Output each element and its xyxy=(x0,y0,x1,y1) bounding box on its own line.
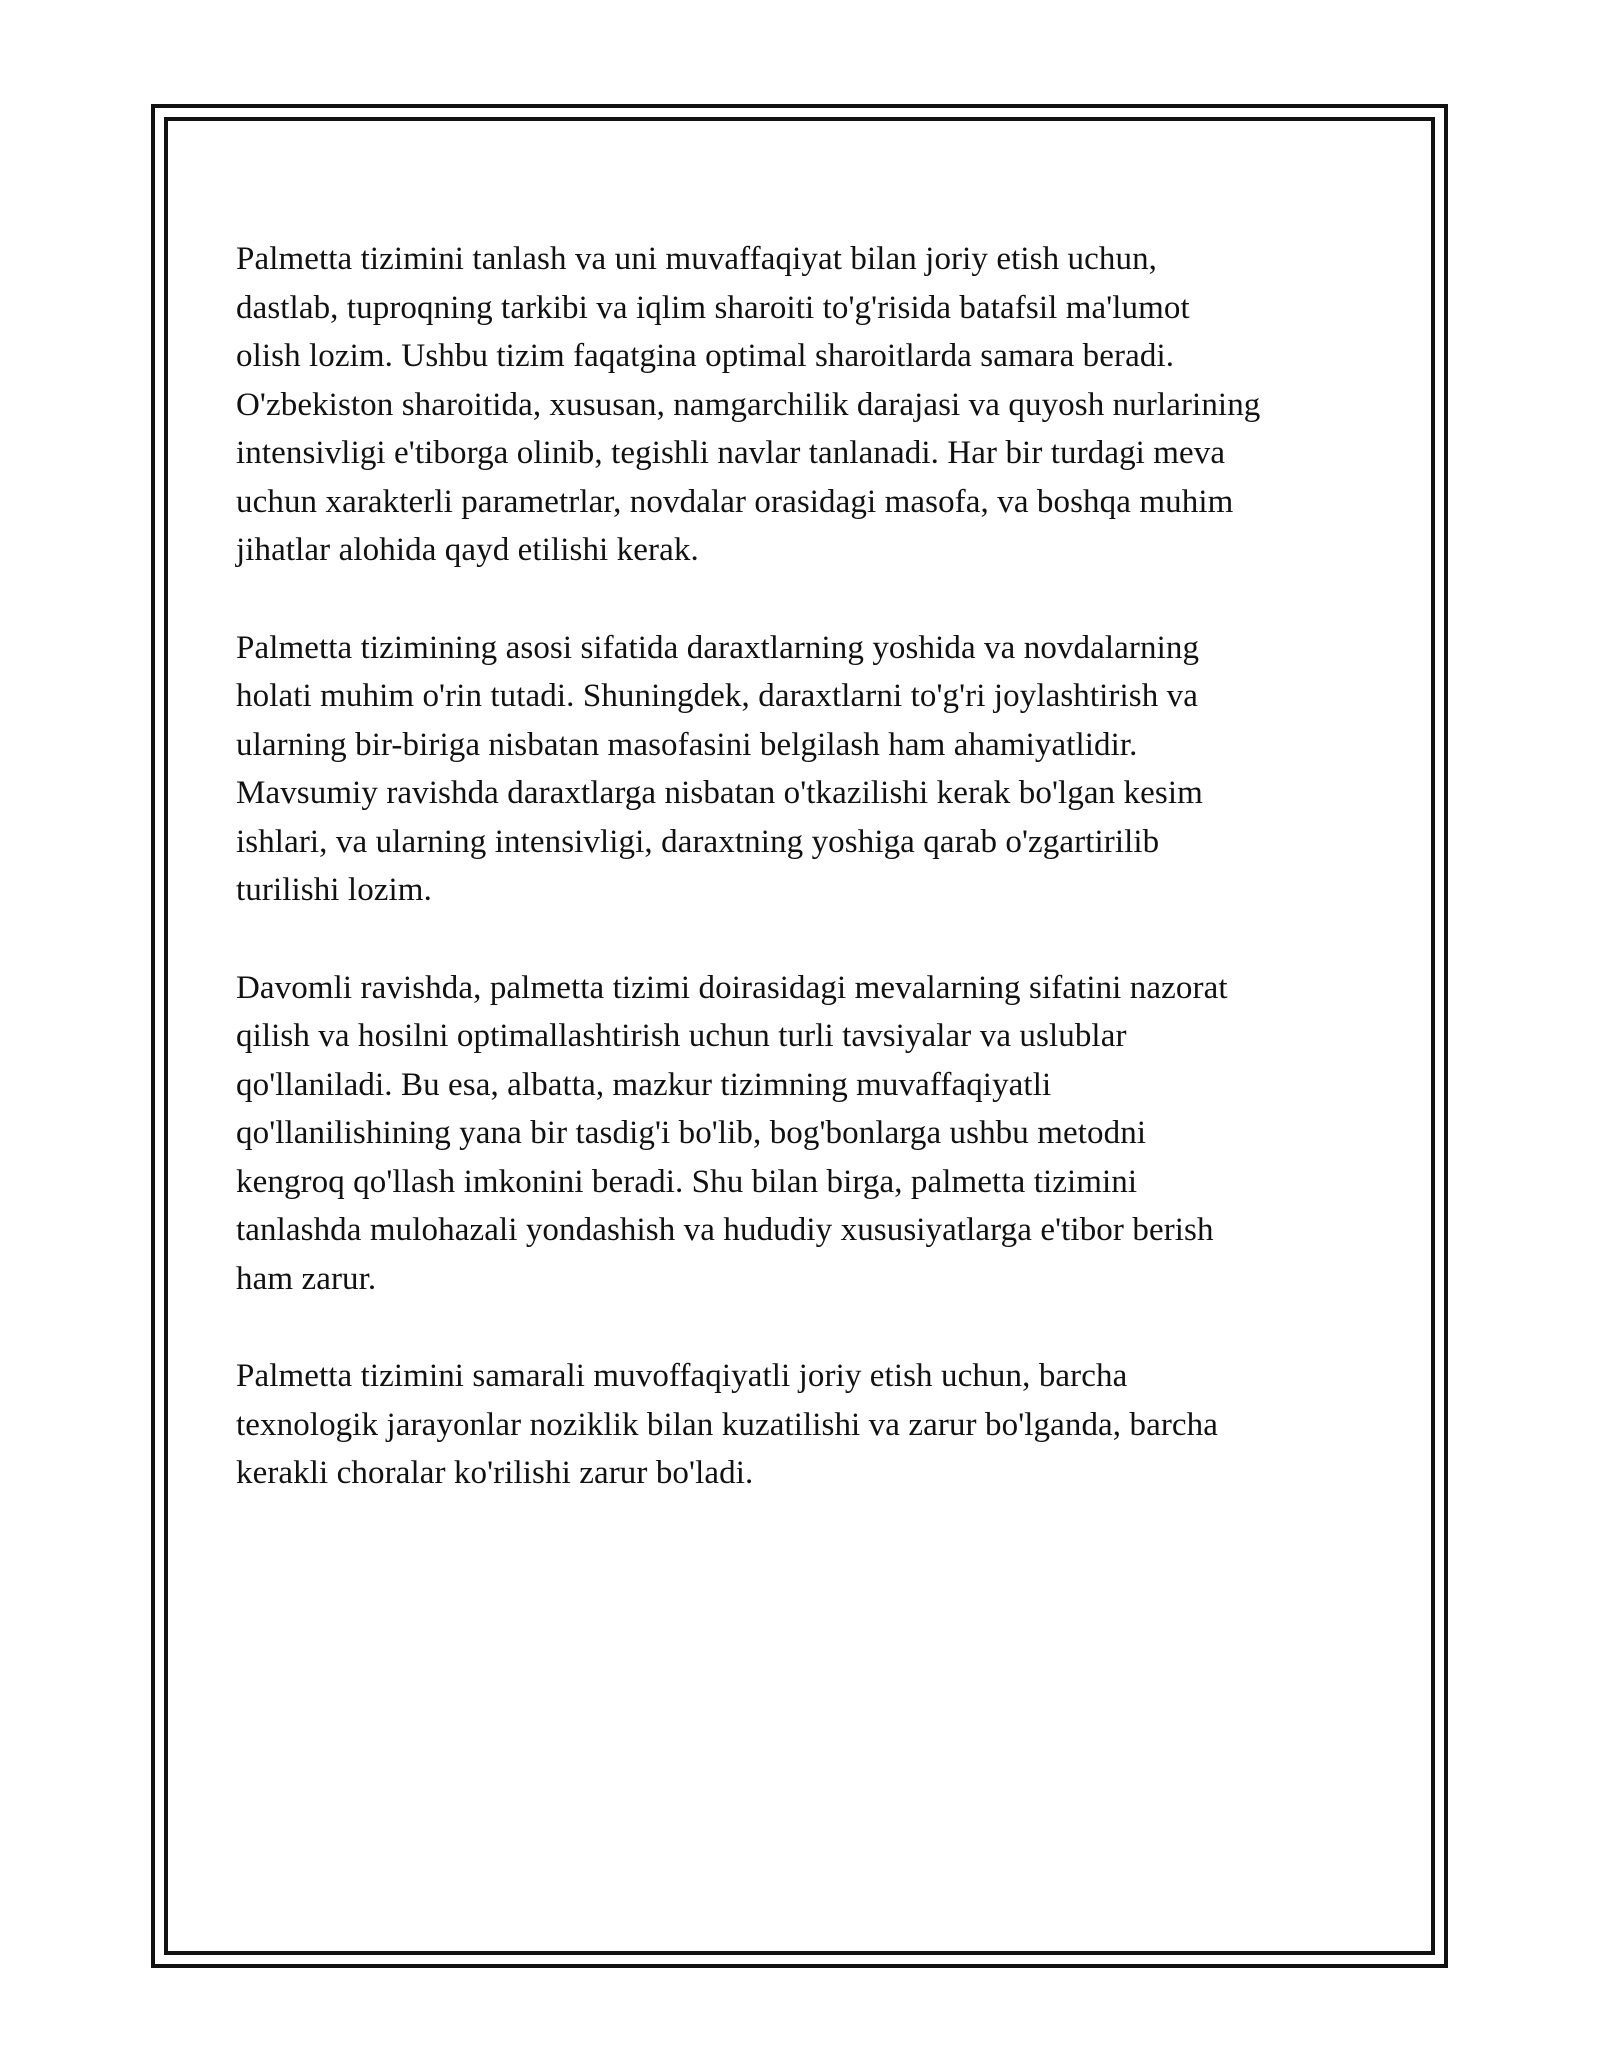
text-line: dastlab, tuproqning tarkibi va iqlim sharoiti to'g'risida batafsil ma'lumot xyxy=(236,289,1190,326)
paragraph-4 xyxy=(236,1352,1386,1498)
text-line: ishlari, va ularning intensivligi, daraxtning yoshiga qarab o'zgartirilib xyxy=(236,823,1160,860)
text-line: tanlashda mulohazali yondashish va hududiy xususiyatlarga e'tibor berish xyxy=(236,1212,1214,1248)
paragraph-3 xyxy=(236,964,1386,1304)
document-body xyxy=(236,235,1386,1547)
text-line: jihatlar alohida qayd etilishi kerak. xyxy=(236,532,699,568)
text-line: ularning bir-biriga nisbatan masofasini belgilash ham ahamiyatlidir. xyxy=(236,726,1138,763)
text-line: intensivligi e'tiborga olinib, tegishli navlar tanlanadi. Har bir turdagi meva xyxy=(236,435,1226,471)
text-line: texnologik jarayonlar noziklik bilan kuzatilishi va zarur bo'lganda, barcha xyxy=(236,1406,1219,1443)
text-line: Palmetta tizimining asosi sifatida daraxtlarning yoshida va novdalarning xyxy=(236,629,1200,666)
text-line: kerakli choralar ko'rilishi zarur bo'ladi. xyxy=(236,1455,754,1491)
text-line: qilish va hosilni optimallashtirish uchun turli tavsiyalar va uslublar xyxy=(236,1018,1127,1054)
text-line: olish lozim. Ushbu tizim faqatgina optimal sharoitlarda samara beradi. xyxy=(236,338,1175,374)
text-line: Mavsumiy ravishda daraxtlarga nisbatan o'tkazilishi kerak bo'lgan kesim xyxy=(236,775,1203,811)
text-line: Palmetta tizimini samarali muvoffaqiyatli joriy etish uchun, barcha xyxy=(236,1358,1128,1394)
text-line: Palmetta tizimini tanlash va uni muvaffaqiyat bilan joriy etish uchun, xyxy=(236,241,1158,277)
text-line: qo'llanilishining yana bir tasdig'i bo'lib, bog'bonlarga ushbu metodni xyxy=(236,1115,1147,1151)
text-line: holati muhim o'rin tutadi. Shuningdek, daraxtlarni to'g'ri joylashtirish va xyxy=(236,678,1199,714)
paragraph-1 xyxy=(236,235,1386,575)
text-line: ham zarur. xyxy=(236,1260,377,1297)
text-line: qo'llaniladi. Bu esa, albatta, mazkur tizimning muvaffaqiyatli xyxy=(236,1066,1052,1103)
paragraph-2 xyxy=(236,624,1386,915)
text-line: kengroq qo'llash imkonini beradi. Shu bilan birga, palmetta tizimini xyxy=(236,1163,1138,1200)
text-line: uchun xarakterli parametrlar, novdalar orasidagi masofa, va boshqa muhim xyxy=(236,483,1234,520)
text-line: O'zbekiston sharoitida, xususan, namgarchilik darajasi va quyosh nurlarining xyxy=(236,386,1261,423)
text-line: turilishi lozim. xyxy=(236,872,432,908)
text-line: Davomli ravishda, palmetta tizimi doirasidagi mevalarning sifatini nazorat xyxy=(236,969,1228,1006)
